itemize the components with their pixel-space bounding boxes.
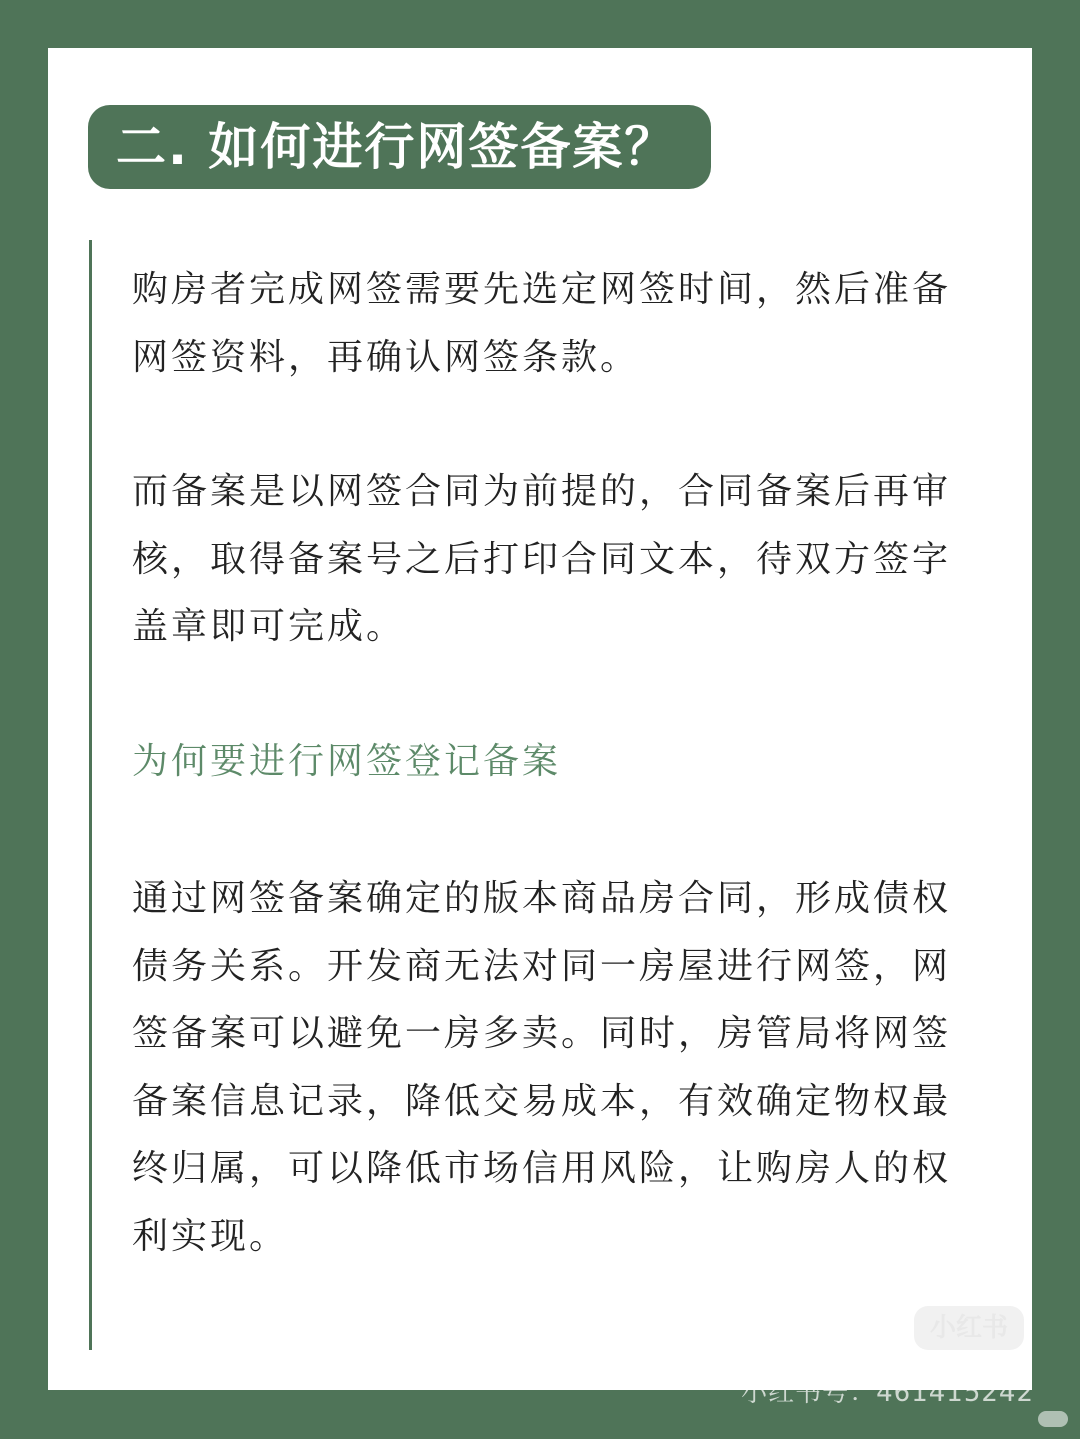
content-card — [48, 48, 1032, 1390]
watermark-logo: 小红书 — [914, 1306, 1024, 1350]
paragraph-filing-process: 而备案是以网签合同为前提的，合同备案后再审核，取得备案号之后打印合同文本，待双方签字盖章即可完成。 — [132, 471, 952, 647]
left-accent-rule — [89, 240, 92, 1350]
corner-badge-icon — [1038, 1411, 1068, 1427]
watermark-account-id: 小红书号：461415242 — [741, 1378, 1034, 1408]
section-title: 二. 如何进行网签备案？ — [88, 105, 711, 189]
paragraph-signing-steps: 购房者完成网签需要先选定网签时间，然后准备网签资料，再确认网签条款。 — [132, 269, 952, 378]
paragraph-filing-benefits: 通过网签备案确定的版本商品房合同，形成债权债务关系。开发商无法对同一房屋进行网签，网签备案可以避免一房多卖。同时，房管局将网签备案信息记录，降低交易成本，有效确定物权最终归属，可以降低市场信用风险，让购房人的权利实现。 — [132, 878, 952, 1257]
subheading-why-filing: 为何要进行网签登记备案 — [132, 741, 562, 782]
